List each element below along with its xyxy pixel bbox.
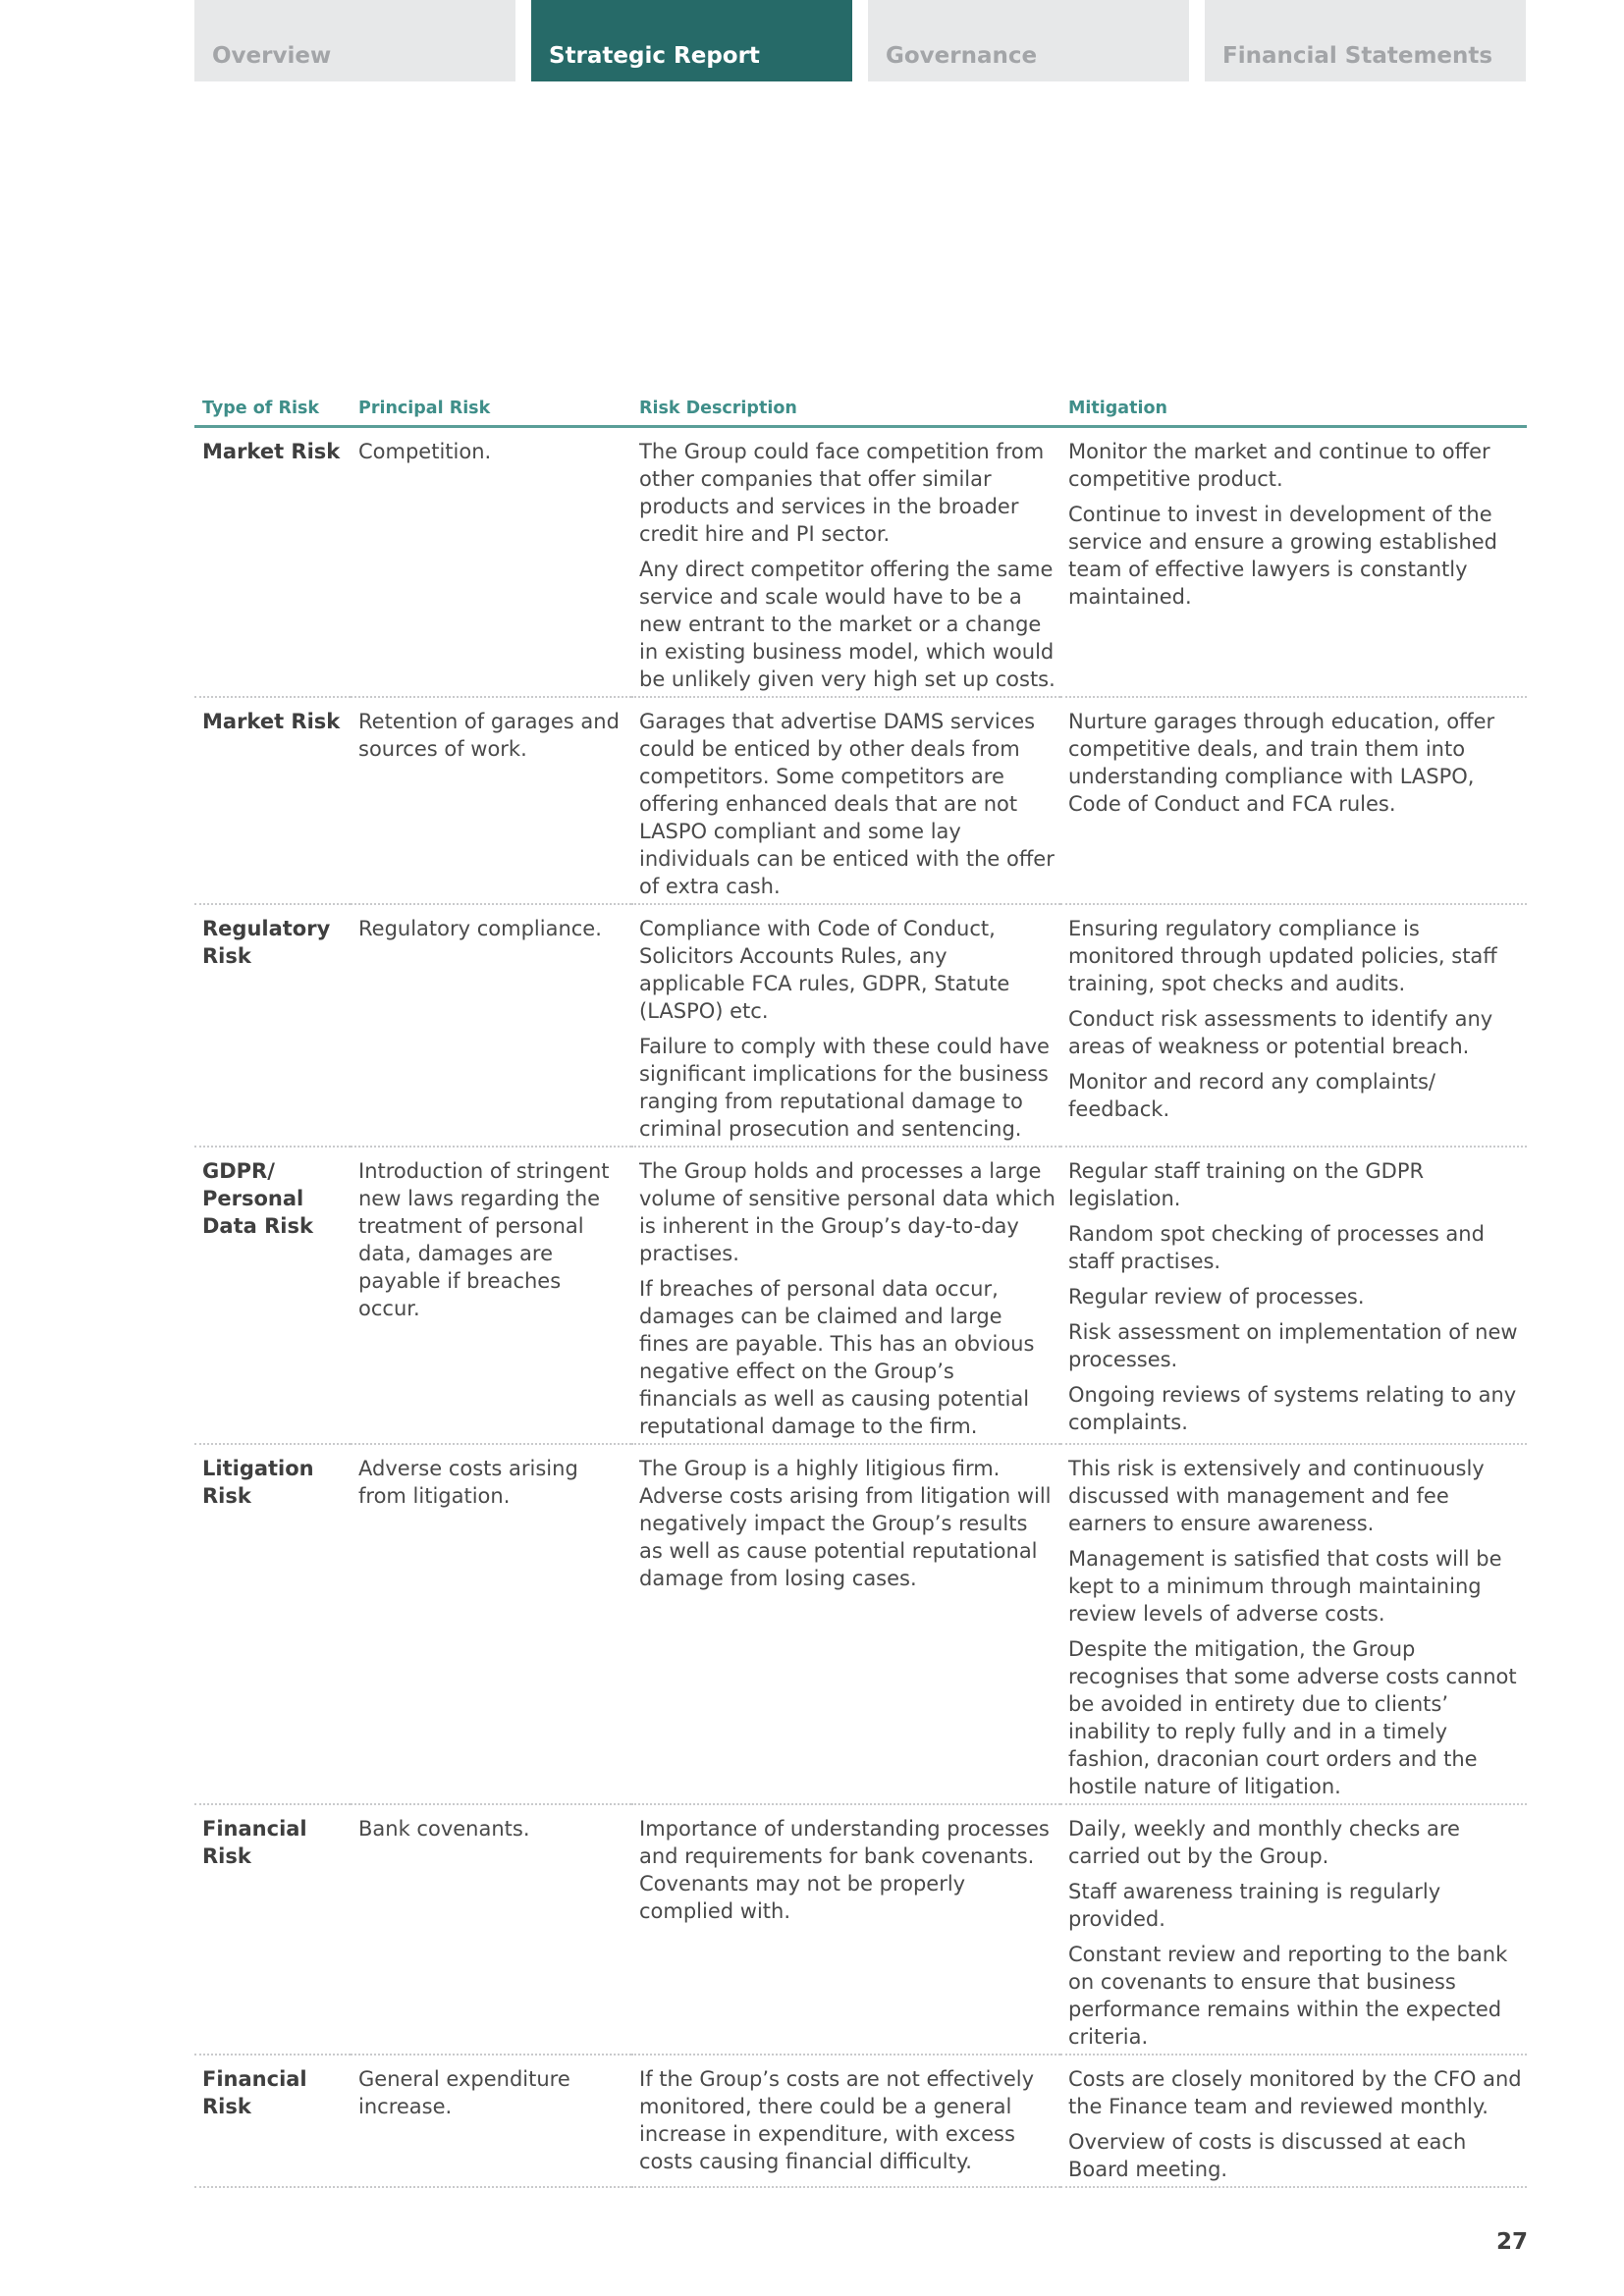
tab-governance[interactable]: Governance: [868, 0, 1189, 81]
mitigation-paragraph: Constant review and reporting to the bank on covenants to ensure that business performance remains within the expected criteria.: [1068, 1943, 1508, 2049]
table-row: [194, 427, 1527, 698]
mitigation-paragraph: Regular review of processes.: [1068, 1285, 1365, 1308]
risk-description-cell: [631, 2055, 1060, 2187]
risk-description-cell: [631, 697, 1060, 904]
risk-description-paragraph: Compliance with Code of Conduct, Solicitors Accounts Rules, any applicable FCA rules, GDPR, Statute (LASPO) etc.: [639, 917, 1010, 1023]
mitigation-paragraph: Continue to invest in development of the service and ensure a growing established team of effective lawyers is constantly maintained.: [1068, 503, 1498, 609]
mitigation-cell: [1060, 697, 1527, 904]
risk-description-paragraph: The Group holds and processes a large volume of sensitive personal data which is inherent in the Group’s day-to-day practises.: [639, 1159, 1056, 1265]
mitigation-paragraph: Ongoing reviews of systems relating to any complaints.: [1068, 1383, 1517, 1434]
risk-description-paragraph: Garages that advertise DAMS services could be enticed by other deals from competitors. Some competitors are offering enhanced deals that are not LASPO compliant and some lay individuals can be enticed with the offer of extra cash.: [639, 710, 1055, 898]
risk-description-paragraph: Any direct competitor offering the same service and scale would have to be a new entrant to the market or a change in existing business model, which would be unlikely given very high set up costs.: [639, 558, 1056, 691]
mitigation-paragraph: Regular staff training on the GDPR legislation.: [1068, 1159, 1425, 1210]
principal-risk-cell: Competition.: [351, 427, 631, 698]
tab-financial-statements[interactable]: Financial Statements: [1205, 0, 1526, 81]
principal-risks-table: [194, 395, 1527, 2188]
risk-description-paragraph: Importance of understanding processes and requirements for bank covenants. Covenants may not be properly complied with.: [639, 1817, 1050, 1923]
header-row: [194, 395, 1527, 427]
risk-type-cell: Financial Risk: [194, 2055, 351, 2187]
mitigation-cell: [1060, 1147, 1527, 1444]
risk-description-cell: [631, 1804, 1060, 2055]
risk-description-paragraph: Failure to comply with these could have significant implications for the business ranging from reputational damage to criminal prosecution and sentencing.: [639, 1035, 1050, 1141]
mitigation-cell: [1060, 1804, 1527, 2055]
table-row: [194, 697, 1527, 904]
table-row: [194, 1804, 1527, 2055]
mitigation-cell: [1060, 427, 1527, 698]
risk-type-cell: Litigation Risk: [194, 1444, 351, 1804]
principal-risk-cell: Introduction of stringent new laws regarding the treatment of personal data, damages are payable if breaches occur.: [351, 1147, 631, 1444]
risk-type-cell: Market Risk: [194, 697, 351, 904]
mitigation-paragraph: Costs are closely monitored by the CFO and the Finance team and reviewed monthly.: [1068, 2067, 1522, 2118]
risk-description-paragraph: If the Group’s costs are not effectively monitored, there could be a general increase in expenditure, with excess costs causing financial difficulty.: [639, 2067, 1035, 2173]
principal-risk-cell: Adverse costs arising from litigation.: [351, 1444, 631, 1804]
risk-description-paragraph: If breaches of personal data occur, damages can be claimed and large fines are payable. This has an obvious negative effect on the Group’s financials as well as causing potential reputational damage to the firm.: [639, 1277, 1035, 1438]
tab-strategic-report[interactable]: Strategic Report: [531, 0, 852, 81]
mitigation-paragraph: Monitor the market and continue to offer competitive product.: [1068, 440, 1490, 491]
mitigation-paragraph: Random spot checking of processes and staff practises.: [1068, 1222, 1485, 1273]
header-mitigation: Mitigation: [1060, 395, 1527, 427]
principal-risk-cell: Regulatory compliance.: [351, 904, 631, 1147]
mitigation-paragraph: Risk assessment on implementation of new processes.: [1068, 1320, 1518, 1371]
table-row: [194, 904, 1527, 1147]
risk-description-paragraph: The Group is a highly litigious firm. Adverse costs arising from litigation will negatively impact the Group’s results as well as cause potential reputational damage from losing cases.: [639, 1457, 1052, 1590]
principal-risk-cell: Retention of garages and sources of work.: [351, 697, 631, 904]
tab-overview[interactable]: Overview: [194, 0, 515, 81]
mitigation-cell: [1060, 904, 1527, 1147]
table-row: [194, 1147, 1527, 1444]
page-number: 27: [1495, 2229, 1528, 2255]
principal-risk-cell: Bank covenants.: [351, 1804, 631, 2055]
mitigation-cell: [1060, 2055, 1527, 2187]
risk-type-cell: Market Risk: [194, 427, 351, 698]
risk-description-cell: [631, 427, 1060, 698]
mitigation-cell: [1060, 1444, 1527, 1804]
header-type-of-risk: Type of Risk: [194, 395, 351, 427]
table-header: [194, 395, 1527, 427]
risk-description-paragraph: The Group could face competition from other companies that offer similar products and services in the broader credit hire and PI sector.: [639, 440, 1045, 546]
table-row: [194, 2055, 1527, 2187]
mitigation-paragraph: This risk is extensively and continuously discussed with management and fee earners to ensure awareness.: [1068, 1457, 1485, 1535]
risk-type-cell: Regulatory Risk: [194, 904, 351, 1147]
mitigation-paragraph: Daily, weekly and monthly checks are carried out by the Group.: [1068, 1817, 1460, 1868]
risk-description-cell: [631, 1444, 1060, 1804]
header-risk-description: Risk Description: [631, 395, 1060, 427]
mitigation-paragraph: Despite the mitigation, the Group recognises that some adverse costs cannot be avoided in entirety due to clients’ inability to reply fully and in a timely fashion, draconian court orders and the hostile nature of litigation.: [1068, 1637, 1517, 1798]
section-tabs: [194, 0, 1526, 81]
risk-type-cell: GDPR/ Personal Data Risk: [194, 1147, 351, 1444]
mitigation-paragraph: Overview of costs is discussed at each Board meeting.: [1068, 2130, 1467, 2181]
header-principal-risk: Principal Risk: [351, 395, 631, 427]
mitigation-paragraph: Nurture garages through education, offer competitive deals, and train them into understanding compliance with LASPO, Code of Conduct and FCA rules.: [1068, 710, 1495, 816]
mitigation-paragraph: Staff awareness training is regularly provided.: [1068, 1880, 1441, 1931]
mitigation-paragraph: Ensuring regulatory compliance is monitored through updated policies, staff training, spot checks and audits.: [1068, 917, 1497, 995]
mitigation-paragraph: Monitor and record any complaints/ feedback.: [1068, 1070, 1436, 1121]
risk-description-cell: [631, 904, 1060, 1147]
risk-description-cell: [631, 1147, 1060, 1444]
risk-type-cell: Financial Risk: [194, 1804, 351, 2055]
mitigation-paragraph: Management is satisfied that costs will be kept to a minimum through maintaining review levels of adverse costs.: [1068, 1547, 1502, 1626]
table-body: [194, 427, 1527, 2188]
table-row: [194, 1444, 1527, 1804]
principal-risk-cell: General expenditure increase.: [351, 2055, 631, 2187]
mitigation-paragraph: Conduct risk assessments to identify any areas of weakness or potential breach.: [1068, 1007, 1493, 1058]
